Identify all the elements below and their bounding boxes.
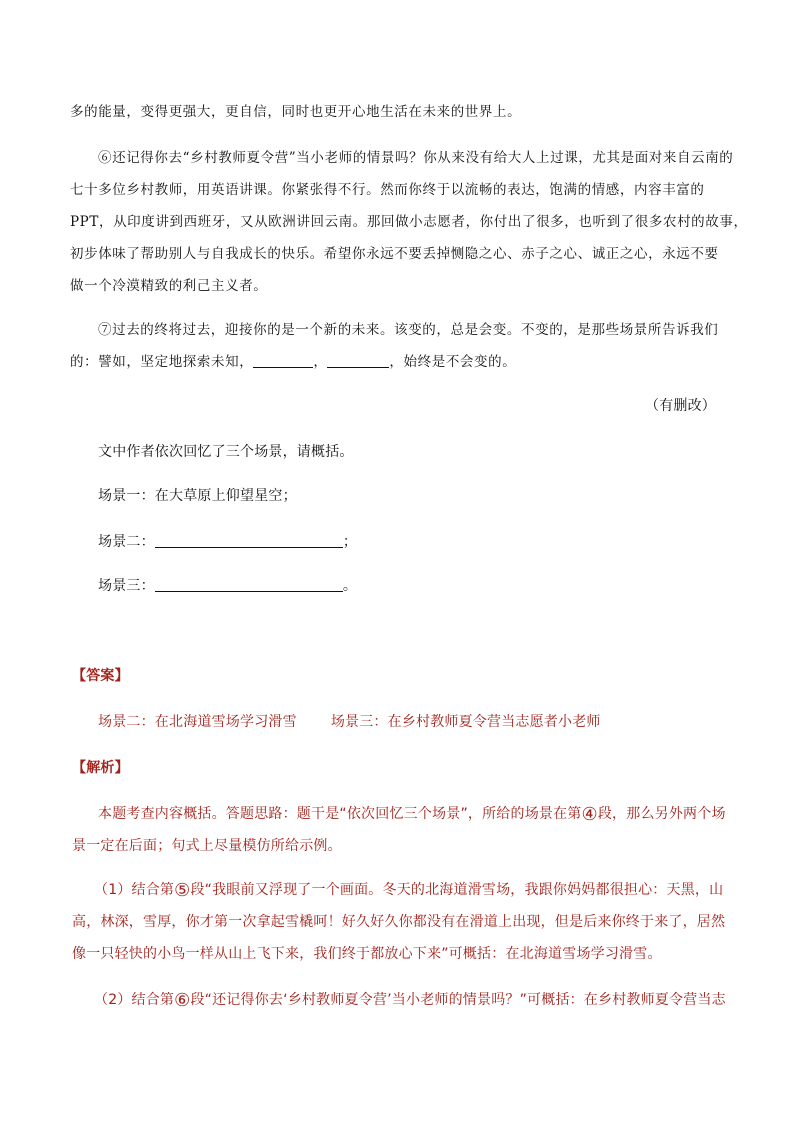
scene-3-label: 场景三： xyxy=(98,578,155,594)
scene-1: 场景一：在大草原上仰望星空； xyxy=(98,488,297,504)
analysis-line: 景一定在后面；句式上尽量模仿所给示例。 xyxy=(72,838,342,854)
analysis-text: 段“还记得你去‘乡村教师夏令营’当小老师的情景吗？”可概括：在乡村教师夏令营当志 xyxy=(190,992,726,1008)
scene-3-question xyxy=(98,576,357,596)
answer-scene-3: 场景三：在乡村教师夏令营当志愿者小老师 xyxy=(330,714,601,730)
analysis-line xyxy=(72,874,724,906)
analysis-intro xyxy=(72,798,724,862)
passage-line: PPT，从印度讲到西班牙，又从欧洲讲回云南。那回做小志愿者，你付出了很多，也听到了很多农村的故事， xyxy=(70,214,748,230)
analysis-text: 段“我眼前又浮现了一个画面。冬天的北海道滑雪场，我跟你妈妈都很担心：天黑，山 xyxy=(190,882,724,898)
analysis-line xyxy=(72,798,724,830)
passage-text: ， xyxy=(313,354,328,370)
passage-line: 做一个冷漠精致的利己主义者。 xyxy=(70,278,268,294)
scene-2-end: ； xyxy=(342,534,358,550)
analysis-line: 像一只轻快的小鸟一样从山上飞下来，我们终于都放心下来”可概括：在北海道雪场学习滑雪。 xyxy=(72,946,662,962)
passage-line: 初步体味了帮助别人与自我成长的快乐。希望你永远不要丢掉恻隐之心、赤子之心、诚正之心，永远不要 xyxy=(70,246,719,262)
question-prompt: 文中作者依次回忆了三个场景，请概括。 xyxy=(98,444,354,460)
analysis-item-2 xyxy=(72,984,724,1016)
paragraph-number: ⑥ xyxy=(174,990,191,1011)
scene-2-question xyxy=(98,532,357,552)
scene-3-end: 。 xyxy=(342,578,358,594)
analysis-tag: 【解析】 xyxy=(72,760,129,776)
answer-content xyxy=(98,712,601,732)
analysis-text: （2）结合第 xyxy=(94,992,175,1008)
answer-tag: 【答案】 xyxy=(72,668,129,684)
passage-text: ，始终是不会变的。 xyxy=(389,354,517,370)
analysis-line: 高，林深，雪厚，你才第一次拿起雪橇呵！好久好久你都没有在滑道上出现，但是后来你终于来了，居然 xyxy=(72,914,726,930)
answer-blank xyxy=(155,532,343,548)
analysis-text: 本题考查内容概括。答题思路：题干是“依次回忆三个场景”，所给的场景在第 xyxy=(98,806,582,822)
passage-paragraph-6 xyxy=(70,142,748,302)
passage-top-paragraph xyxy=(70,96,722,128)
answer-blank xyxy=(155,576,343,592)
passage-text: 的：譬如，坚定地探索未知， xyxy=(70,354,254,370)
passage-line: 七十多位乡村教师，用英语讲课。你紧张得不行。然而你终于以流畅的表达，饱满的情感，内容丰富的 xyxy=(70,182,705,198)
fill-blank xyxy=(253,352,313,368)
paragraph-number: ④ xyxy=(581,804,598,825)
analysis-text: 段，那么另外两个场 xyxy=(597,806,726,822)
passage-line xyxy=(70,346,722,378)
passage-paragraph-7 xyxy=(70,314,722,378)
answer-scene-2: 场景二：在北海道雪场学习滑雪 xyxy=(98,714,297,730)
revision-note: （有删改） xyxy=(645,398,716,414)
scene-2-label: 场景二： xyxy=(98,534,155,550)
passage-line: 多的能量，变得更强大，更自信，同时也更开心地生活在未来的世界上。 xyxy=(70,104,522,120)
analysis-text: （1）结合第 xyxy=(94,882,175,898)
paragraph-number: ⑤ xyxy=(174,880,191,901)
passage-line: ⑥还记得你去“乡村教师夏令营”当小老师的情景吗？你从来没有给大人上过课，尤其是面对来自云南的 xyxy=(98,150,734,166)
passage-line: ⑦过去的终将过去，迎接你的是一个新的未来。该变的，总是会变。不变的，是那些场景所告诉我们 xyxy=(98,322,719,338)
fill-blank xyxy=(327,352,389,368)
analysis-item-1 xyxy=(72,874,724,970)
analysis-line xyxy=(72,984,724,1016)
